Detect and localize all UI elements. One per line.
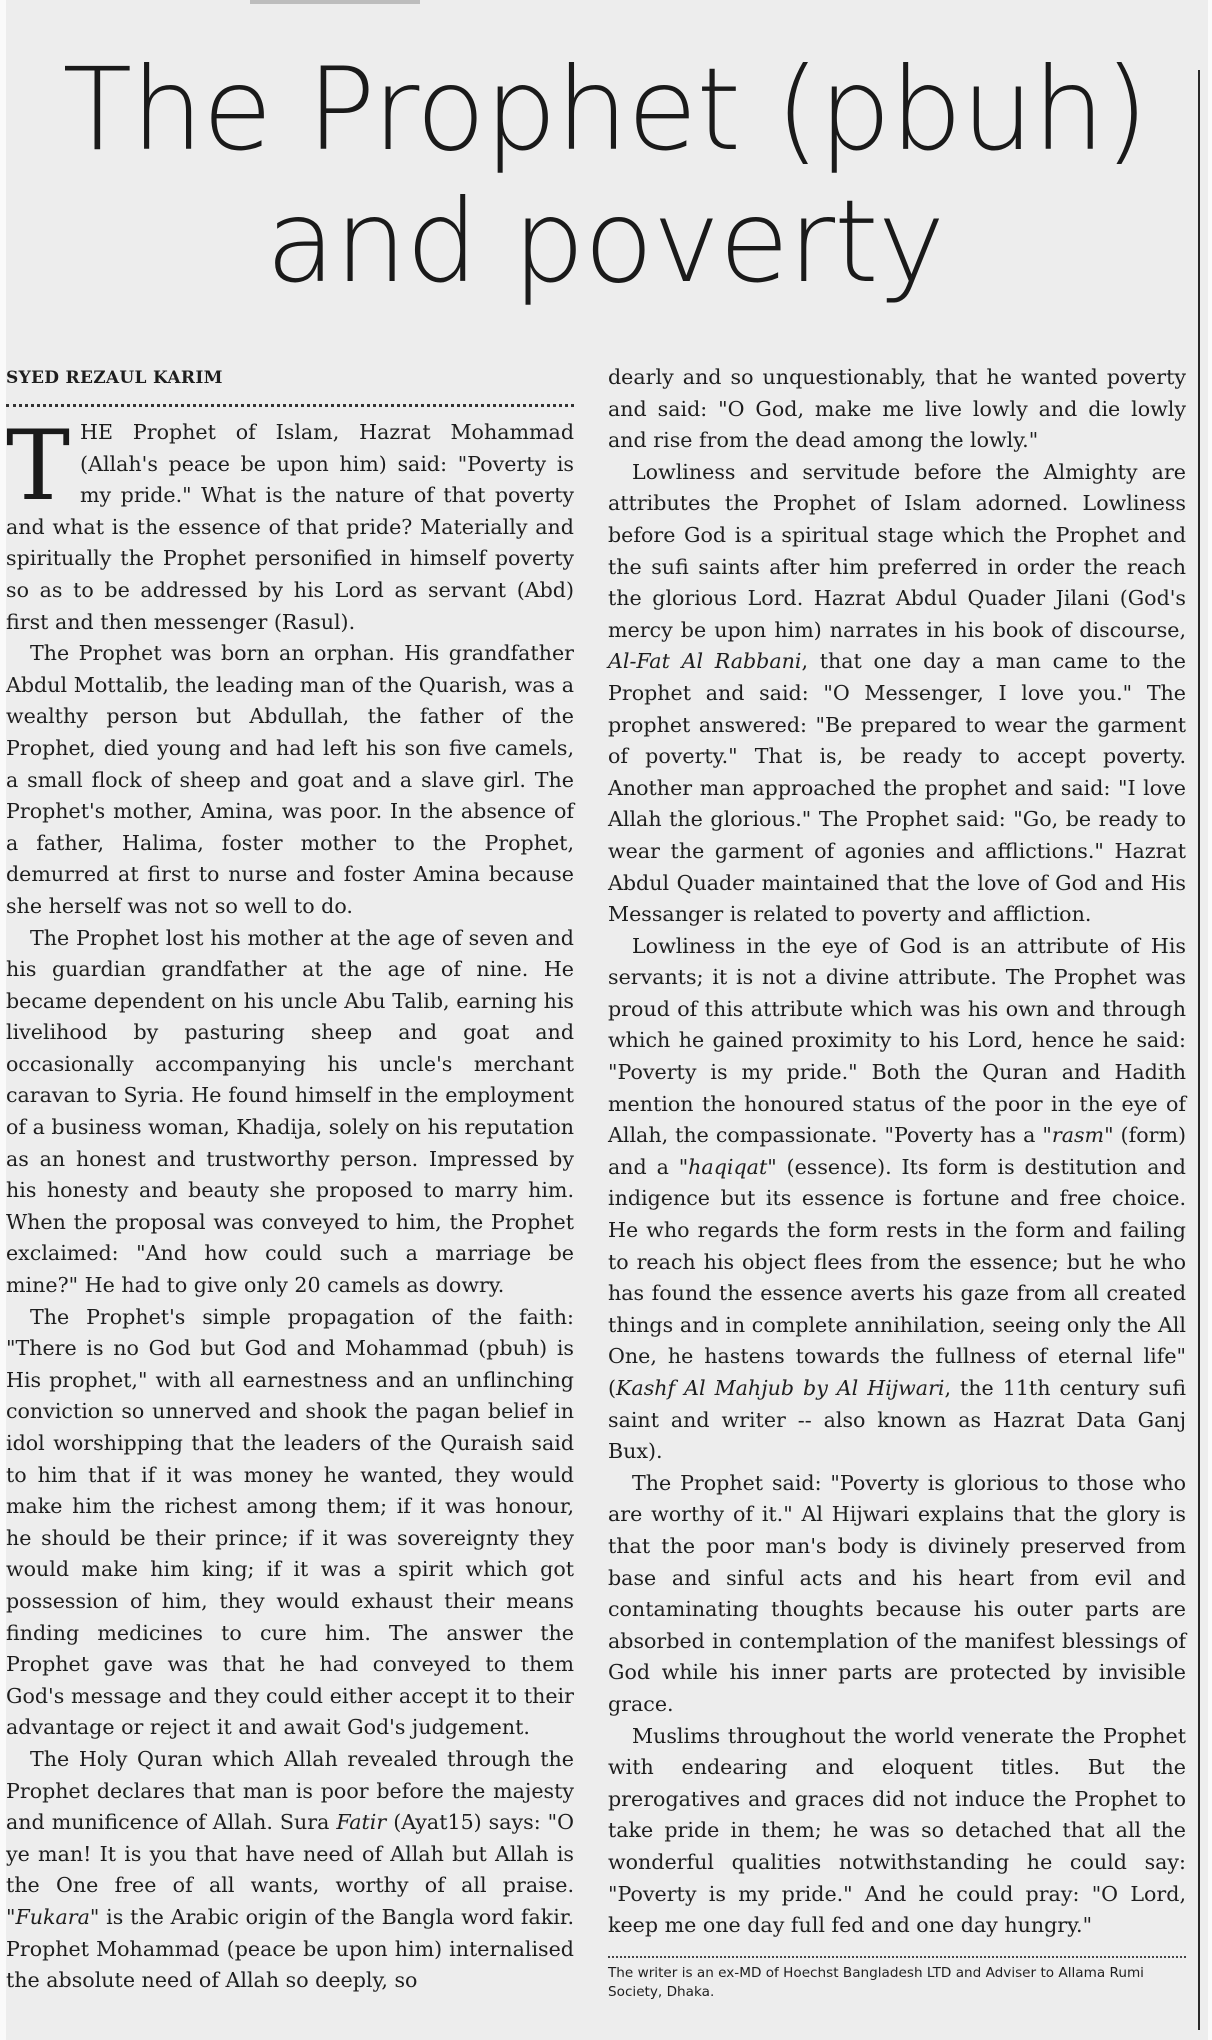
paragraph-2: The Prophet was born an orphan. His grandfather Abdul Mottalib, the leading man of the Quarish, was a wealthy person but Abdullah, the father of the Prophet, died young and had left his son five camels, a small flock of sheep and goat and a slave girl. The Prophet's mother, Amina, was poor. In the absence of a father, Halima, foster mother to the Prophet, demurred at first to nurse and foster Amina because she herself was not so well to do. xyxy=(6,641,574,918)
paragraph-3: The Prophet lost his mother at the age of seven and his guardian grandfather at the age of nine. He became dependent on his uncle Abu Talib, earning his livelihood by pasturing sheep and goat and occasionally accompanying his uncle's merchant caravan to Syria. He found himself in the employment of a business woman, Khadija, solely on his reputation as an honest and trustworthy person. Impressed by his honesty and beauty she proposed to marry him. When the proposal was conveyed to him, the Prophet exclaimed: "And how could such a marriage be mine?" He had to give only 20 camels as dowry. xyxy=(6,925,574,1298)
paragraph-5-part-b: (Ayat15) says: "O ye man! It is you that have need of Allah but Allah is the One free of all wants, worthy of all praise. " xyxy=(6,1810,575,1929)
article-headline xyxy=(40,44,1170,308)
left-column xyxy=(6,362,574,1997)
byline: SYED REZAUL KARIM xyxy=(6,368,223,388)
sura-fatir-italic: Fatir xyxy=(336,1810,387,1835)
kashf-al-mahjub-italic: Kashf Al Mahjub by Al Hijwari xyxy=(616,1376,945,1400)
paragraph-5-part-c: " is the Arabic origin of the Bangla word fakir. Prophet Mohammad (peace be upon him) internalised the absolute need of Allah so deeply, so xyxy=(6,1904,574,1993)
haqiqat-italic: haqiqat xyxy=(688,1154,768,1179)
paragraph-10: Muslims throughout the world venerate the Prophet with endearing and eloquent titles. But the prerogatives and graces did not induce the Prophet to take pride in them; he was so detached that all the wonderful qualities notwithstanding he could say: "Poverty is my pride." And he could pray: "O Lord, keep me one day full fed and one day hungry." xyxy=(608,1723,1186,1938)
paragraph-7-part-b: , that one day a man came to the Prophet and said: "O Messenger, I love you." The prophet answered: "Be prepared to wear the garment of poverty." That is, be ready to accept poverty. Another man approached the prophet and said: "I love Allah the glorious." The Prophet said: "Go, be ready to wear the garment of agonies and afflictions." Hazrat Abdul Quader maintained that the love of God and His Messanger is related to poverty and affliction. xyxy=(608,649,1186,927)
paragraph-1 xyxy=(6,410,574,638)
column-divider-rule xyxy=(1198,70,1200,2030)
right-column xyxy=(608,362,1186,2002)
right-page-edge xyxy=(1208,0,1212,2040)
paragraph-7 xyxy=(608,457,1186,931)
author-note-dotted-rule xyxy=(608,1956,1186,1958)
book-title-italic: Al-Fat Al Rabbani xyxy=(608,649,802,674)
paragraph-5 xyxy=(6,1744,574,1997)
paragraph-8-part-c: " (essence). Its form is destitution and indigence but its essence is fortune and free choice. He who regards the form rests in the form and failing to reach his object flees from the essence; but he who has found the essence averts his gaze from all created things and in complete annihilation, seeing only the All One, he hastens towards the fullness of eternal life" ( xyxy=(608,1154,1186,1400)
byline-dotted-rule xyxy=(6,404,574,407)
author-note: The writer is an ex-MD of Hoechst Bangladesh LTD and Adviser to Allama Rumi Society, Dhaka. xyxy=(608,1964,1144,2000)
paragraph-4: The Prophet's simple propagation of the faith: "There is no God but God and Mohammad (pbuh) is His prophet," with all earnestness and an unflinching conviction so unnerved and shook the pagan belief in idol worshipping that the leaders of the Quraish said to him that if it was money he wanted, they would make him the richest among them; if it was honour, he should be their prince; if it was sovereignty they would make him king; if it was a spirit which got possession of him, they would exhaust their means finding medicines to cure him. The answer the Prophet gave was that he had conveyed to them God's message and they could either accept it to their advantage or reject it and await God's judgement. xyxy=(6,1304,574,1740)
headline-line-1: The Prophet (pbuh) xyxy=(62,43,1148,176)
paragraph-5-part-a: The Holy Quran which Allah revealed through the Prophet declares that man is poor before the majesty and munificence of Allah. Sura xyxy=(6,1746,574,1835)
headline-line-2: and poverty xyxy=(265,175,945,308)
drop-cap: T xyxy=(6,410,71,522)
top-cropped-text-strip xyxy=(250,0,420,4)
fukara-italic: Fukara xyxy=(15,1904,90,1929)
paragraph-8-part-a: Lowliness in the eye of God is an attribute of His servants; it is not a divine attribute. The Prophet was proud of this attribute which was his own and through which he gained proximity to his Lord, hence he said: "Poverty is my pride." Both the Quran and Hadith mention the honoured status of the poor in the eye of Allah, the compassionate. "Poverty has a " xyxy=(608,933,1186,1148)
paragraph-8-part-d: , the 11th century sufi saint and writer -- also known as Hazrat Data Ganj Bux). xyxy=(608,1376,1186,1464)
paragraph-1-text: HE Prophet of Islam, Hazrat Mohammad (Allah's peace be upon him) said: "Poverty is my pride." What is the nature of that poverty and what is the essence of that pride? Materially and spiritually the Prophet personified in himself poverty so as to be addressed by his Lord as servant (Abd) first and then messenger (Rasul). xyxy=(6,420,574,634)
paragraph-6-continued: dearly and so unquestionably, that he wanted poverty and said: "O God, make me live lowly and die lowly and rise from the dead among the lowly." xyxy=(608,365,1186,453)
paragraph-8-part-b: " (form) and a " xyxy=(608,1123,1187,1179)
paragraph-7-part-a: Lowliness and servitude before the Almighty are attributes the Prophet of Islam adorned. Lowliness before God is a spiritual stage which the Prophet and the sufi saints after him preferred in order the reach the glorious Lord. Hazrat Abdul Quader Jilani (God's mercy be upon him) narrates in his book of discourse, xyxy=(608,459,1186,642)
paragraph-9: The Prophet said: "Poverty is glorious to those who are worthy of it." Al Hijwari explains that the glory is that the poor man's body is divinely preserved from base and sinful acts and his heart from evil and contaminating thoughts because his outer parts are absorbed in contemplation of the manifest blessings of God while his inner parts are protected by invisible grace. xyxy=(608,1470,1186,1716)
rasm-italic: rasm xyxy=(1051,1123,1105,1148)
paragraph-8 xyxy=(608,931,1186,1468)
